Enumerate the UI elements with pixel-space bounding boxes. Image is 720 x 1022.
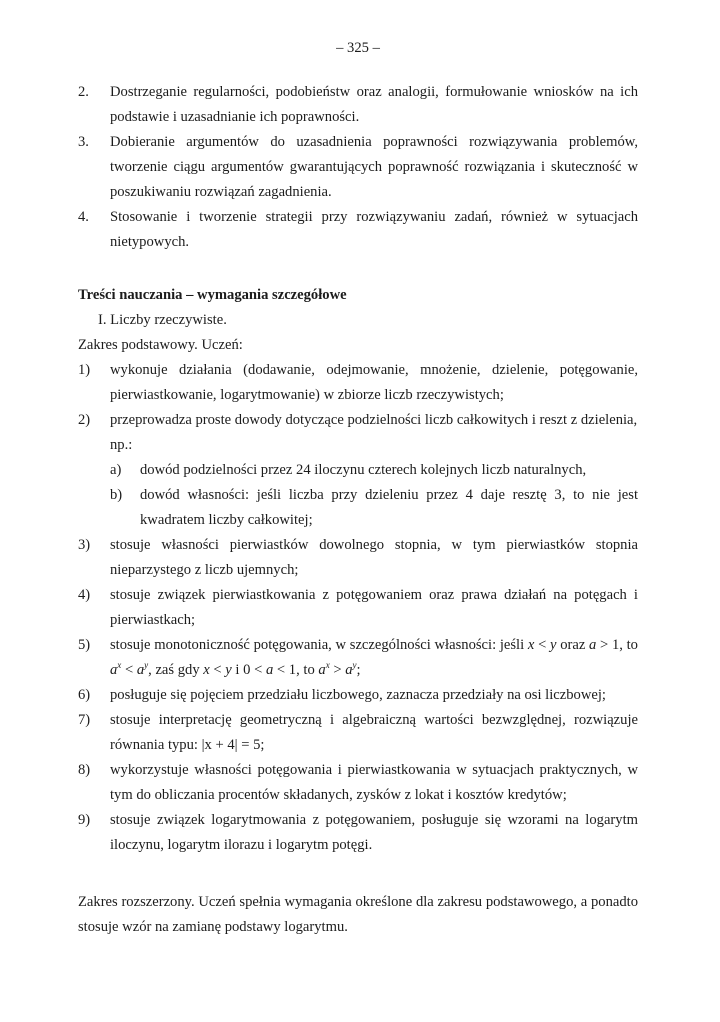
requirement-item xyxy=(78,633,638,683)
item-text: stosuje związek pierwiastkowania z potęgowaniem oraz prawa działań na potęgach i pierwiastkach; xyxy=(110,587,638,628)
item-marker: 3) xyxy=(78,537,91,553)
item-text: stosuje własności pierwiastków dowolnego stopnia, w tym pierwiastków stopnia nieparzystego z liczb ujemnych; xyxy=(110,537,638,578)
requirement-item xyxy=(78,708,638,758)
item-text: wykorzystuje własności potęgowania i pierwiastkowania w sytuacjach praktycznych, w tym do obliczania procentów składanych, zysków z lokat i kosztów kredytów; xyxy=(110,762,638,803)
content-heading: Treści nauczania – wymagania szczegółowe xyxy=(78,287,347,303)
requirement-item xyxy=(78,583,638,633)
item-text: Stosowanie i tworzenie strategii przy rozwiązywaniu zadań, również w sytuacjach nietypowych. xyxy=(110,209,638,250)
item-text: posługuje się pojęciem przedziału liczbowego, zaznacza przedziały na osi liczbowej; xyxy=(110,687,606,703)
sub-requirements-list xyxy=(110,458,638,533)
extended-scope-paragraph: Zakres rozszerzony. Uczeń spełnia wymagania określone dla zakresu podstawowego, a ponadto stosuje wzór na zamianę podstawy logarytmu. xyxy=(78,894,638,935)
item-marker: 1) xyxy=(78,362,91,378)
intro-list-item xyxy=(78,80,638,130)
item-marker: 5) xyxy=(78,637,91,653)
item-text: stosuje monotoniczność potęgowania, w szczególności własności: jeśli x < y oraz a > 1, to $a^x < a^y$, zaś gdy x < y i 0 < a < 1, to $a^x > a^y$; xyxy=(110,637,638,678)
requirement-item xyxy=(78,533,638,583)
item-text: Dobieranie argumentów do uzasadnienia poprawności rozwiązywania problemów, tworzenie ciągu argumentów gwarantujących poprawność rozwiązania i skuteczność w poszukiwaniu rozwiązań zagadnienia. xyxy=(110,134,638,200)
item-marker: 8) xyxy=(78,762,91,778)
requirement-item xyxy=(78,408,638,533)
page-number: – 325 – xyxy=(336,40,380,56)
np-label: np.: xyxy=(110,437,133,453)
item-marker: 2. xyxy=(78,84,89,100)
item-marker: 2) xyxy=(78,412,91,428)
item-text: wykonuje działania (dodawanie, odejmowanie, mnożenie, dzielenie, potęgowanie, pierwiastkowanie, logarytmowanie) w zbiorze liczb rzeczywistych; xyxy=(110,362,638,403)
item-text: przeprowadza proste dowody dotyczące podzielności liczb całkowitych i reszt z dzielenia, xyxy=(110,412,638,428)
requirement-item xyxy=(78,758,638,808)
item-marker: a) xyxy=(110,462,122,478)
item-marker: 4. xyxy=(78,209,89,225)
item-text: dowód podzielności przez 24 iloczynu czterech kolejnych liczb naturalnych, xyxy=(140,462,587,478)
intro-list xyxy=(78,80,638,255)
sub-requirement-item xyxy=(110,483,638,533)
item-text: stosuje związek logarytmowania z potęgowaniem, posługuje się wzorami na logarytm iloczynu, logarytm ilorazu i logarytm potęgi. xyxy=(110,812,638,853)
requirement-item xyxy=(78,358,638,408)
intro-list-item xyxy=(78,130,638,205)
scope-basic-label: Zakres podstawowy. Uczeń: xyxy=(78,337,243,353)
item-marker: 4) xyxy=(78,587,91,603)
item-text: dowód własności: jeśli liczba przy dzieleniu przez 4 daje resztę 3, to nie jest kwadratem liczby całkowitej; xyxy=(140,487,638,528)
item-text: stosuje interpretację geometryczną i algebraiczną wartości bezwzględnej, rozwiązuje równania typu: |x + 4| = 5; xyxy=(110,712,638,753)
item-marker: 7) xyxy=(78,712,91,728)
sub-requirement-item xyxy=(110,458,638,483)
item-text: Dostrzeganie regularności, podobieństw oraz analogii, formułowanie wniosków na ich podstawie i uzasadnianie ich poprawności. xyxy=(110,84,638,125)
item-marker: 9) xyxy=(78,812,91,828)
section-subheading: I. Liczby rzeczywiste. xyxy=(98,312,227,328)
requirement-item xyxy=(78,808,638,858)
intro-list-item xyxy=(78,205,638,255)
requirements-list xyxy=(78,358,638,858)
item-marker: 3. xyxy=(78,134,89,150)
item-marker: 6) xyxy=(78,687,91,703)
item-marker: b) xyxy=(110,487,123,503)
requirement-item xyxy=(78,683,638,708)
